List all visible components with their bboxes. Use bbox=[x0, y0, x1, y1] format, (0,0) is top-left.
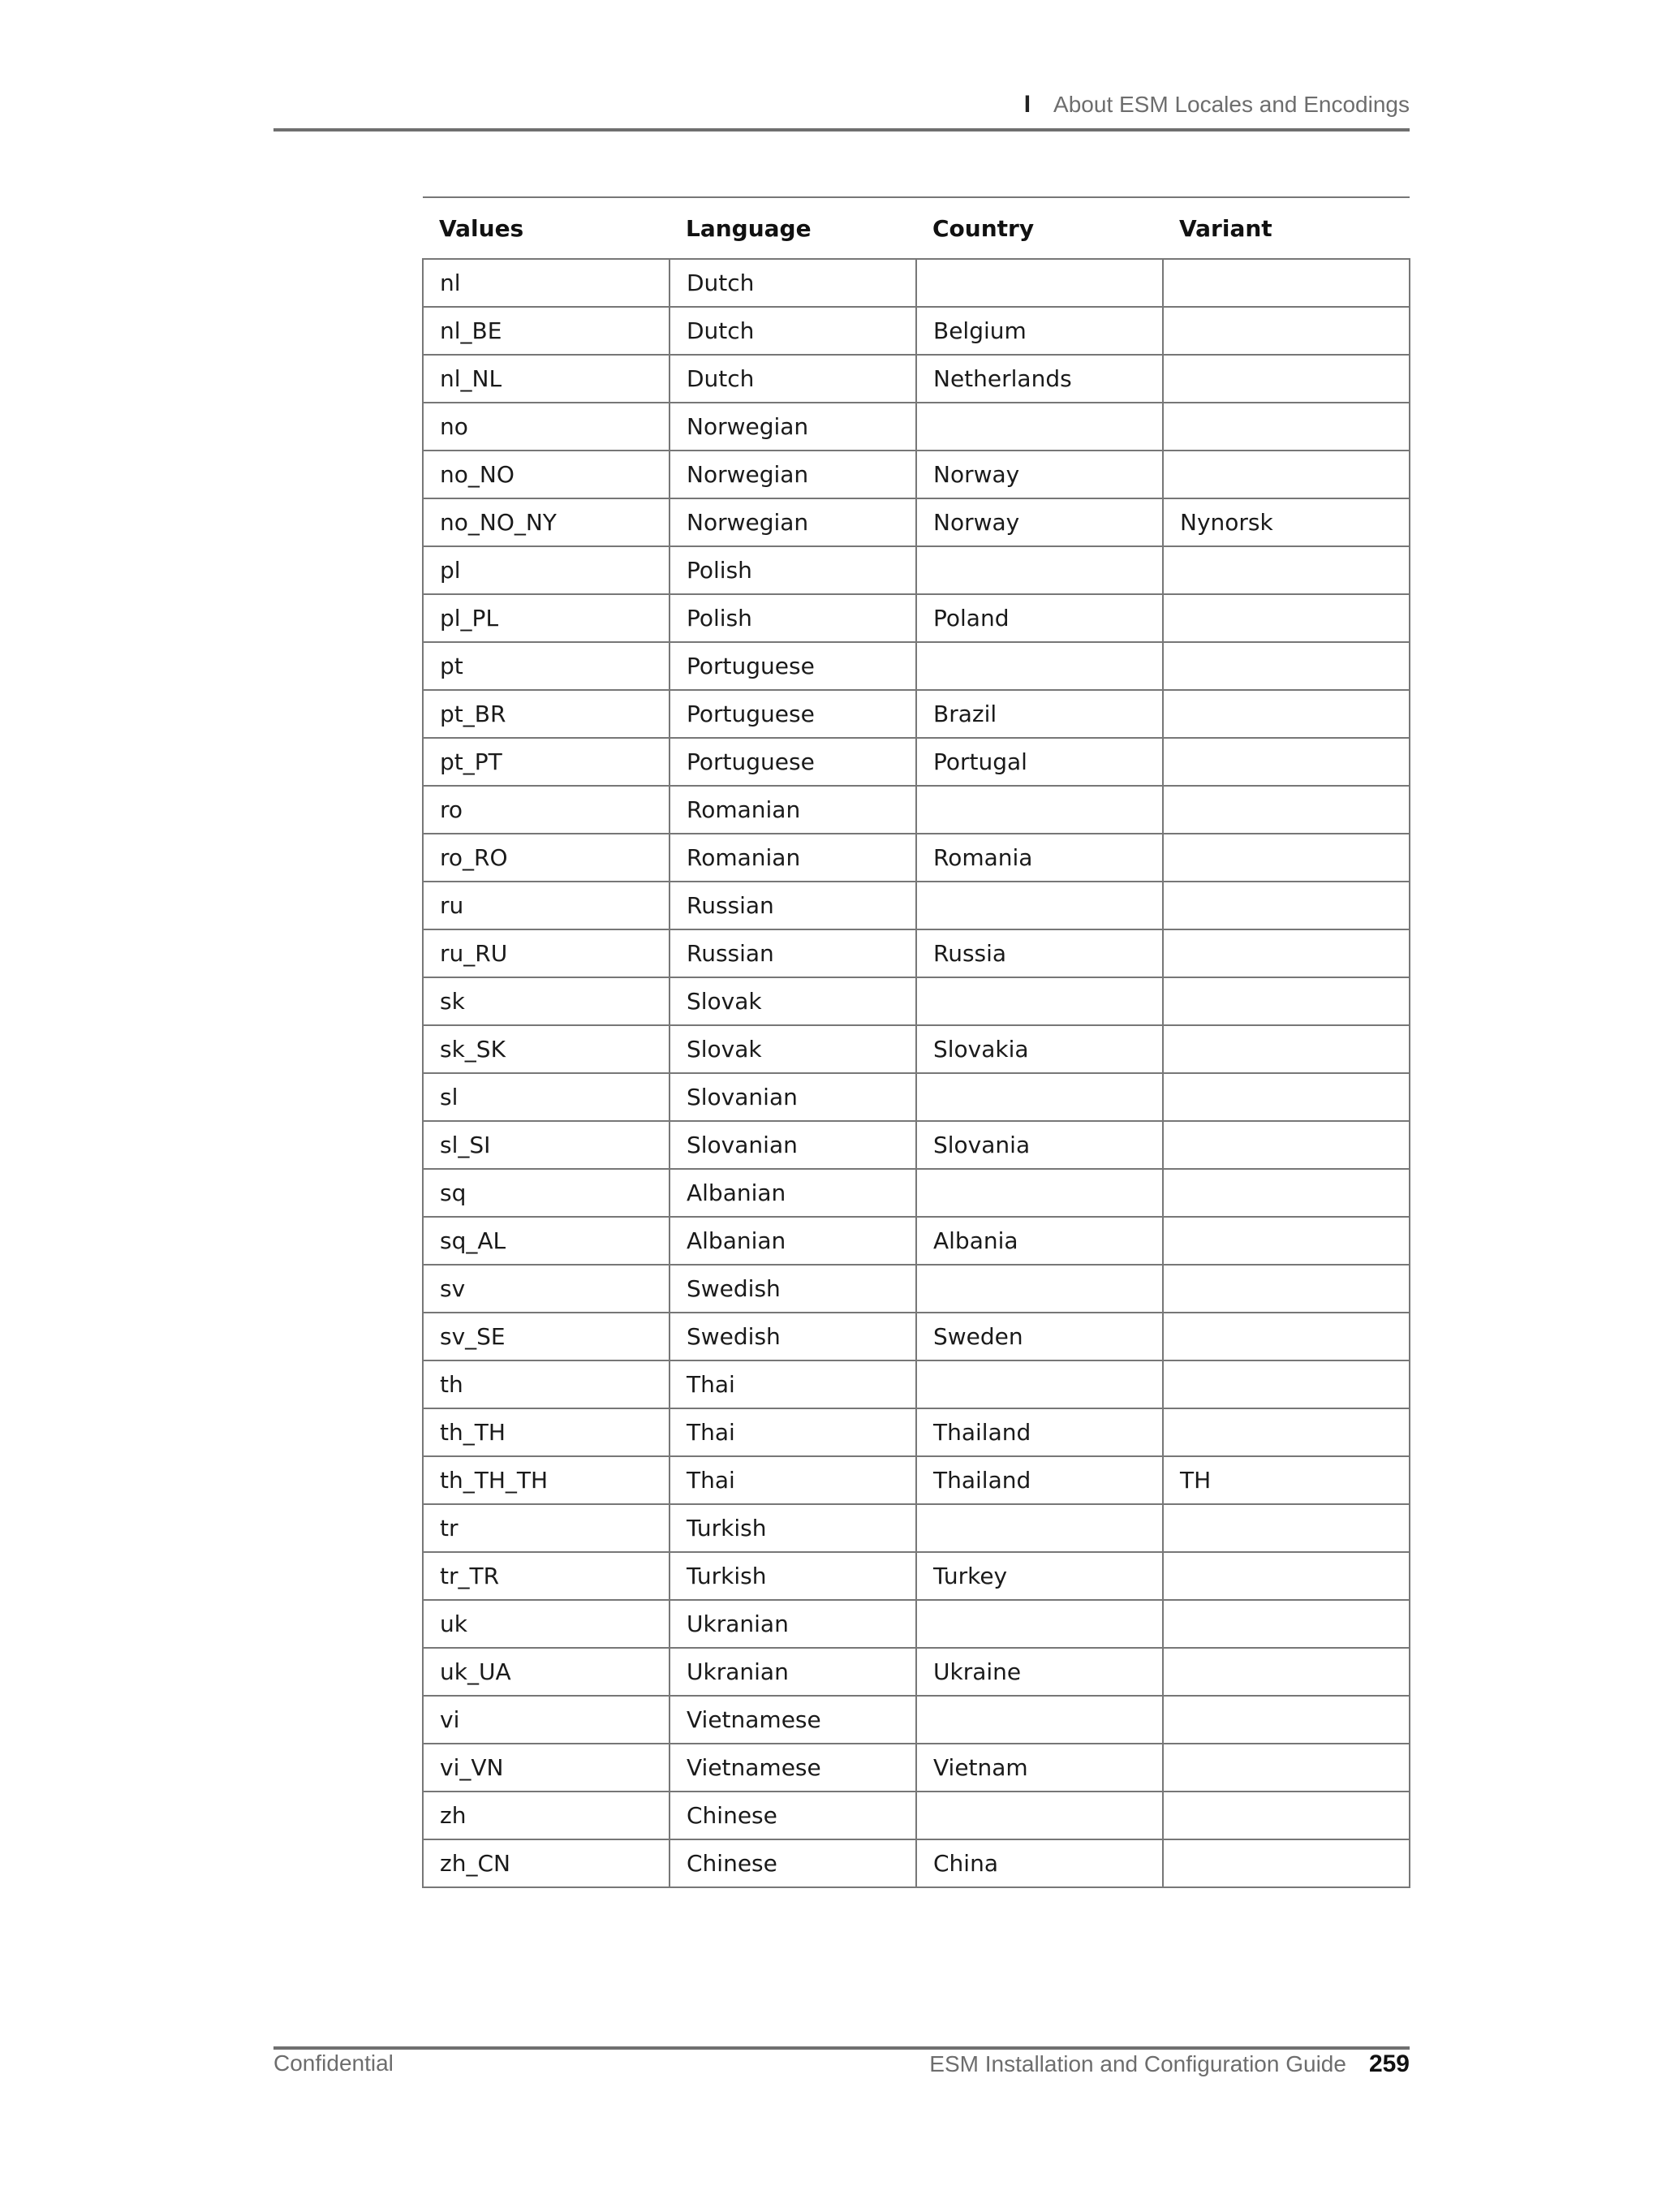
table-row bbox=[423, 1792, 1410, 1839]
cell-language: Portuguese bbox=[670, 738, 916, 786]
cell-language: Slovak bbox=[670, 977, 916, 1025]
table-row bbox=[423, 690, 1410, 738]
cell-variant bbox=[1163, 451, 1410, 498]
cell-value: ro_RO bbox=[423, 834, 670, 882]
cell-value: sq_AL bbox=[423, 1217, 670, 1265]
cell-country bbox=[916, 1360, 1163, 1408]
cell-variant bbox=[1163, 1600, 1410, 1648]
cell-value: nl_NL bbox=[423, 355, 670, 403]
cell-country: Portugal bbox=[916, 738, 1163, 786]
cell-value: pt_BR bbox=[423, 690, 670, 738]
cell-country: Thailand bbox=[916, 1456, 1163, 1504]
cell-value: ro bbox=[423, 786, 670, 834]
cell-country bbox=[916, 642, 1163, 690]
cell-country: Russia bbox=[916, 929, 1163, 977]
cell-value: sv bbox=[423, 1265, 670, 1313]
table-row bbox=[423, 498, 1410, 546]
table-row bbox=[423, 1121, 1410, 1169]
cell-country: Norway bbox=[916, 498, 1163, 546]
cell-value: sk_SK bbox=[423, 1025, 670, 1073]
cell-variant bbox=[1163, 1121, 1410, 1169]
table-row bbox=[423, 1648, 1410, 1696]
cell-language: Chinese bbox=[670, 1792, 916, 1839]
cell-country: Norway bbox=[916, 451, 1163, 498]
cell-country bbox=[916, 546, 1163, 594]
cell-variant bbox=[1163, 1696, 1410, 1744]
cell-language: Slovanian bbox=[670, 1073, 916, 1121]
cell-value: no bbox=[423, 403, 670, 451]
cell-country: Sweden bbox=[916, 1313, 1163, 1360]
table-row bbox=[423, 642, 1410, 690]
cell-country bbox=[916, 403, 1163, 451]
cell-language: Slovak bbox=[670, 1025, 916, 1073]
cell-value: tr bbox=[423, 1504, 670, 1552]
cell-language: Albanian bbox=[670, 1217, 916, 1265]
cell-value: uk bbox=[423, 1600, 670, 1648]
table-row bbox=[423, 1600, 1410, 1648]
cell-language: Portuguese bbox=[670, 690, 916, 738]
running-header bbox=[1024, 91, 1410, 119]
cell-variant bbox=[1163, 738, 1410, 786]
cell-language: Ukranian bbox=[670, 1600, 916, 1648]
cell-country bbox=[916, 786, 1163, 834]
table-row bbox=[423, 834, 1410, 882]
cell-language: Portuguese bbox=[670, 642, 916, 690]
table-row bbox=[423, 1504, 1410, 1552]
footer-divider bbox=[273, 2046, 1410, 2050]
table-row bbox=[423, 451, 1410, 498]
cell-variant bbox=[1163, 977, 1410, 1025]
table-row bbox=[423, 1217, 1410, 1265]
cell-country: Slovania bbox=[916, 1121, 1163, 1169]
cell-language: Vietnamese bbox=[670, 1744, 916, 1792]
cell-language: Norwegian bbox=[670, 498, 916, 546]
cell-country: Turkey bbox=[916, 1552, 1163, 1600]
table-row bbox=[423, 1839, 1410, 1887]
cell-language: Slovanian bbox=[670, 1121, 916, 1169]
cell-language: Dutch bbox=[670, 259, 916, 307]
cell-language: Chinese bbox=[670, 1839, 916, 1887]
cell-variant bbox=[1163, 1265, 1410, 1313]
document-title: ESM Installation and Configuration Guide bbox=[929, 2051, 1346, 2076]
cell-variant bbox=[1163, 1025, 1410, 1073]
cell-value: th bbox=[423, 1360, 670, 1408]
cell-variant: Nynorsk bbox=[1163, 498, 1410, 546]
cell-value: zh_CN bbox=[423, 1839, 670, 1887]
running-footer bbox=[929, 2050, 1410, 2078]
cell-variant bbox=[1163, 1169, 1410, 1217]
header-marker: I bbox=[1023, 91, 1031, 118]
cell-country bbox=[916, 882, 1163, 929]
cell-language: Norwegian bbox=[670, 403, 916, 451]
table-row bbox=[423, 1744, 1410, 1792]
cell-country: Albania bbox=[916, 1217, 1163, 1265]
table-row bbox=[423, 1073, 1410, 1121]
cell-variant bbox=[1163, 690, 1410, 738]
cell-country bbox=[916, 1073, 1163, 1121]
cell-language: Turkish bbox=[670, 1504, 916, 1552]
table-row bbox=[423, 307, 1410, 355]
cell-language: Ukranian bbox=[670, 1648, 916, 1696]
locale-table-container bbox=[422, 196, 1410, 1888]
cell-language: Turkish bbox=[670, 1552, 916, 1600]
table-row bbox=[423, 977, 1410, 1025]
cell-language: Romanian bbox=[670, 834, 916, 882]
cell-country: Vietnam bbox=[916, 1744, 1163, 1792]
cell-value: vi bbox=[423, 1696, 670, 1744]
page-number: 259 bbox=[1368, 2050, 1410, 2077]
cell-country: Thailand bbox=[916, 1408, 1163, 1456]
cell-language: Polish bbox=[670, 594, 916, 642]
cell-value: no_NO_NY bbox=[423, 498, 670, 546]
cell-value: sl_SI bbox=[423, 1121, 670, 1169]
cell-value: uk_UA bbox=[423, 1648, 670, 1696]
cell-value: pt bbox=[423, 642, 670, 690]
cell-language: Russian bbox=[670, 882, 916, 929]
cell-country: Netherlands bbox=[916, 355, 1163, 403]
column-header-country: Country bbox=[916, 197, 1163, 259]
cell-country bbox=[916, 1792, 1163, 1839]
cell-country bbox=[916, 1600, 1163, 1648]
cell-country bbox=[916, 977, 1163, 1025]
cell-language: Polish bbox=[670, 546, 916, 594]
cell-value: vi_VN bbox=[423, 1744, 670, 1792]
cell-country: Belgium bbox=[916, 307, 1163, 355]
cell-country: Brazil bbox=[916, 690, 1163, 738]
cell-variant bbox=[1163, 1073, 1410, 1121]
column-header-variant: Variant bbox=[1163, 197, 1410, 259]
cell-value: zh bbox=[423, 1792, 670, 1839]
cell-variant: TH bbox=[1163, 1456, 1410, 1504]
table-row bbox=[423, 786, 1410, 834]
cell-variant bbox=[1163, 546, 1410, 594]
cell-variant bbox=[1163, 882, 1410, 929]
table-header-row bbox=[423, 197, 1410, 259]
cell-value: pl_PL bbox=[423, 594, 670, 642]
cell-value: pt_PT bbox=[423, 738, 670, 786]
table-row bbox=[423, 355, 1410, 403]
cell-value: nl bbox=[423, 259, 670, 307]
cell-value: tr_TR bbox=[423, 1552, 670, 1600]
cell-variant bbox=[1163, 1744, 1410, 1792]
cell-variant bbox=[1163, 307, 1410, 355]
cell-value: sk bbox=[423, 977, 670, 1025]
cell-value: ru_RU bbox=[423, 929, 670, 977]
cell-value: sv_SE bbox=[423, 1313, 670, 1360]
cell-value: sq bbox=[423, 1169, 670, 1217]
table-row bbox=[423, 1313, 1410, 1360]
cell-value: sl bbox=[423, 1073, 670, 1121]
cell-variant bbox=[1163, 786, 1410, 834]
cell-language: Albanian bbox=[670, 1169, 916, 1217]
cell-value: no_NO bbox=[423, 451, 670, 498]
table-row bbox=[423, 1552, 1410, 1600]
cell-value: ru bbox=[423, 882, 670, 929]
cell-variant bbox=[1163, 1217, 1410, 1265]
table-row bbox=[423, 882, 1410, 929]
table-row bbox=[423, 403, 1410, 451]
cell-variant bbox=[1163, 1552, 1410, 1600]
cell-variant bbox=[1163, 642, 1410, 690]
cell-language: Swedish bbox=[670, 1265, 916, 1313]
column-header-language: Language bbox=[670, 197, 916, 259]
confidential-label: Confidential bbox=[273, 2050, 394, 2076]
table-row bbox=[423, 1696, 1410, 1744]
cell-language: Norwegian bbox=[670, 451, 916, 498]
cell-variant bbox=[1163, 355, 1410, 403]
table-row bbox=[423, 1408, 1410, 1456]
table-body bbox=[423, 259, 1410, 1887]
cell-language: Russian bbox=[670, 929, 916, 977]
cell-country: Poland bbox=[916, 594, 1163, 642]
cell-language: Dutch bbox=[670, 307, 916, 355]
cell-language: Thai bbox=[670, 1408, 916, 1456]
cell-country bbox=[916, 1504, 1163, 1552]
table-row bbox=[423, 1456, 1410, 1504]
header-divider bbox=[273, 128, 1410, 132]
cell-language: Thai bbox=[670, 1360, 916, 1408]
section-title: About ESM Locales and Encodings bbox=[1053, 92, 1410, 117]
cell-language: Thai bbox=[670, 1456, 916, 1504]
locale-table bbox=[422, 196, 1410, 1888]
cell-value: nl_BE bbox=[423, 307, 670, 355]
cell-language: Swedish bbox=[670, 1313, 916, 1360]
cell-variant bbox=[1163, 1313, 1410, 1360]
cell-variant bbox=[1163, 1360, 1410, 1408]
table-row bbox=[423, 594, 1410, 642]
table-row bbox=[423, 1360, 1410, 1408]
cell-country bbox=[916, 1169, 1163, 1217]
cell-value: pl bbox=[423, 546, 670, 594]
cell-country: Slovakia bbox=[916, 1025, 1163, 1073]
cell-language: Dutch bbox=[670, 355, 916, 403]
table-row bbox=[423, 1169, 1410, 1217]
cell-variant bbox=[1163, 1504, 1410, 1552]
cell-language: Romanian bbox=[670, 786, 916, 834]
cell-variant bbox=[1163, 929, 1410, 977]
cell-variant bbox=[1163, 1792, 1410, 1839]
cell-variant bbox=[1163, 594, 1410, 642]
table-row bbox=[423, 1265, 1410, 1313]
table-row bbox=[423, 929, 1410, 977]
cell-value: th_TH bbox=[423, 1408, 670, 1456]
cell-country bbox=[916, 1696, 1163, 1744]
cell-country bbox=[916, 259, 1163, 307]
table-row bbox=[423, 738, 1410, 786]
cell-country: China bbox=[916, 1839, 1163, 1887]
cell-variant bbox=[1163, 1839, 1410, 1887]
cell-language: Vietnamese bbox=[670, 1696, 916, 1744]
table-row bbox=[423, 546, 1410, 594]
cell-country: Ukraine bbox=[916, 1648, 1163, 1696]
table-row bbox=[423, 259, 1410, 307]
table-row bbox=[423, 1025, 1410, 1073]
cell-variant bbox=[1163, 1408, 1410, 1456]
cell-country bbox=[916, 1265, 1163, 1313]
cell-variant bbox=[1163, 1648, 1410, 1696]
cell-value: th_TH_TH bbox=[423, 1456, 670, 1504]
column-header-values: Values bbox=[423, 197, 670, 259]
cell-variant bbox=[1163, 259, 1410, 307]
cell-variant bbox=[1163, 403, 1410, 451]
cell-variant bbox=[1163, 834, 1410, 882]
cell-country: Romania bbox=[916, 834, 1163, 882]
